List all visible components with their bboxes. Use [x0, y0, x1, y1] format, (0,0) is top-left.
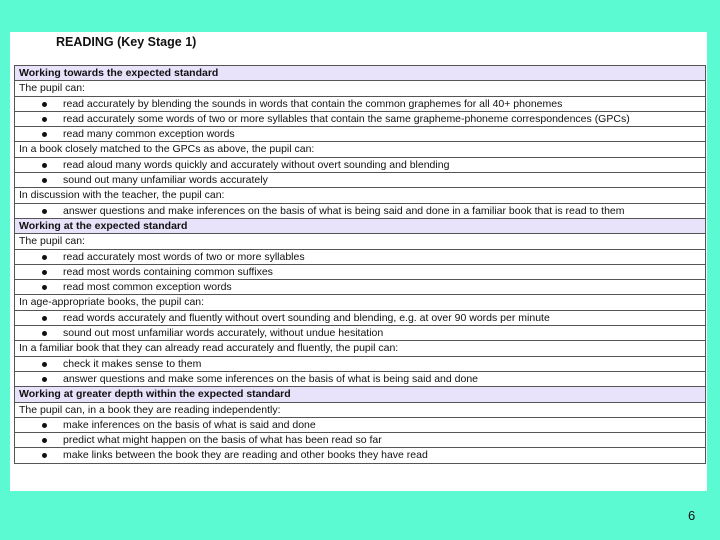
bullet-icon: [42, 331, 47, 336]
row-text: The pupil can:: [19, 82, 85, 95]
intro-row: [14, 188, 706, 203]
bullet-row: [14, 204, 706, 219]
row-text: make inferences on the basis of what is said and done: [63, 418, 316, 431]
bullet-icon: [42, 453, 47, 458]
bullet-icon: [42, 423, 47, 428]
bullet-icon: [42, 316, 47, 321]
bullet-icon: [42, 377, 47, 382]
row-text: read words accurately and fluently without overt sounding and blending, e.g. at over 90 words per minute: [63, 311, 550, 324]
row-text: The pupil can, in a book they are reading independently:: [19, 403, 281, 416]
intro-row: [14, 403, 706, 418]
section-header-row: [14, 66, 706, 81]
row-text: check it makes sense to them: [63, 357, 202, 370]
bullet-row: [14, 173, 706, 188]
bullet-icon: [42, 178, 47, 183]
row-text: sound out many unfamiliar words accurately: [63, 174, 268, 187]
bullet-icon: [42, 270, 47, 275]
bullet-icon: [42, 285, 47, 290]
row-text: sound out most unfamiliar words accurately, without undue hesitation: [63, 327, 384, 340]
row-text: In discussion with the teacher, the pupil can:: [19, 189, 225, 202]
bullet-row: [14, 311, 706, 326]
row-text: read many common exception words: [63, 128, 235, 141]
row-text: read accurately most words of two or more syllables: [63, 250, 305, 263]
bullet-row: [14, 326, 706, 341]
row-text: The pupil can:: [19, 235, 85, 248]
bullet-row: [14, 280, 706, 295]
bullet-row: [14, 250, 706, 265]
row-text: read most words containing common suffixes: [63, 265, 273, 278]
row-text: In a familiar book that they can already read accurately and fluently, the pupil can:: [19, 342, 399, 355]
bullet-icon: [42, 117, 47, 122]
row-text: In a book closely matched to the GPCs as above, the pupil can:: [19, 143, 315, 156]
document-title: READING (Key Stage 1): [56, 35, 197, 49]
row-text: read most common exception words: [63, 281, 232, 294]
bullet-row: [14, 97, 706, 112]
row-text: read accurately some words of two or more syllables that contain the same grapheme-phoneme correspondences (GPCs): [63, 112, 630, 125]
row-text: In age-appropriate books, the pupil can:: [19, 296, 205, 309]
intro-row: [14, 295, 706, 310]
row-text: answer questions and make inferences on the basis of what is being said and done in a familiar book that is read to them: [63, 204, 625, 217]
bullet-icon: [42, 438, 47, 443]
bullet-row: [14, 265, 706, 280]
bullet-row: [14, 357, 706, 372]
row-text: read accurately by blending the sounds in words that contain the common graphemes for all 40+ phonemes: [63, 97, 563, 110]
row-text: make links between the book they are reading and other books they have read: [63, 449, 428, 462]
bullet-row: [14, 127, 706, 142]
bullet-icon: [42, 209, 47, 214]
bullet-row: [14, 433, 706, 448]
section-header-row: [14, 387, 706, 402]
bullet-row: [14, 448, 706, 463]
intro-row: [14, 81, 706, 96]
bullet-icon: [42, 255, 47, 260]
row-text: answer questions and make some inferences on the basis of what is being said and done: [63, 372, 479, 385]
row-text: Working at the expected standard: [19, 219, 188, 232]
row-text: Working towards the expected standard: [19, 67, 219, 79]
document-page: [10, 32, 707, 491]
bullet-row: [14, 158, 706, 173]
intro-row: [14, 142, 706, 157]
bullet-row: [14, 112, 706, 127]
page-number: 6: [688, 508, 696, 523]
section-header-row: [14, 219, 706, 234]
bullet-icon: [42, 102, 47, 107]
row-text: Working at greater depth within the expected standard: [19, 388, 291, 401]
intro-row: [14, 341, 706, 356]
row-text: predict what might happen on the basis of what has been read so far: [63, 434, 382, 447]
intro-row: [14, 234, 706, 249]
bullet-row: [14, 418, 706, 433]
bullet-icon: [42, 132, 47, 137]
row-text: read aloud many words quickly and accurately without overt sounding and blending: [63, 158, 450, 171]
bullet-row: [14, 372, 706, 387]
criteria-table: [14, 65, 706, 464]
bullet-icon: [42, 163, 47, 168]
bullet-icon: [42, 362, 47, 367]
